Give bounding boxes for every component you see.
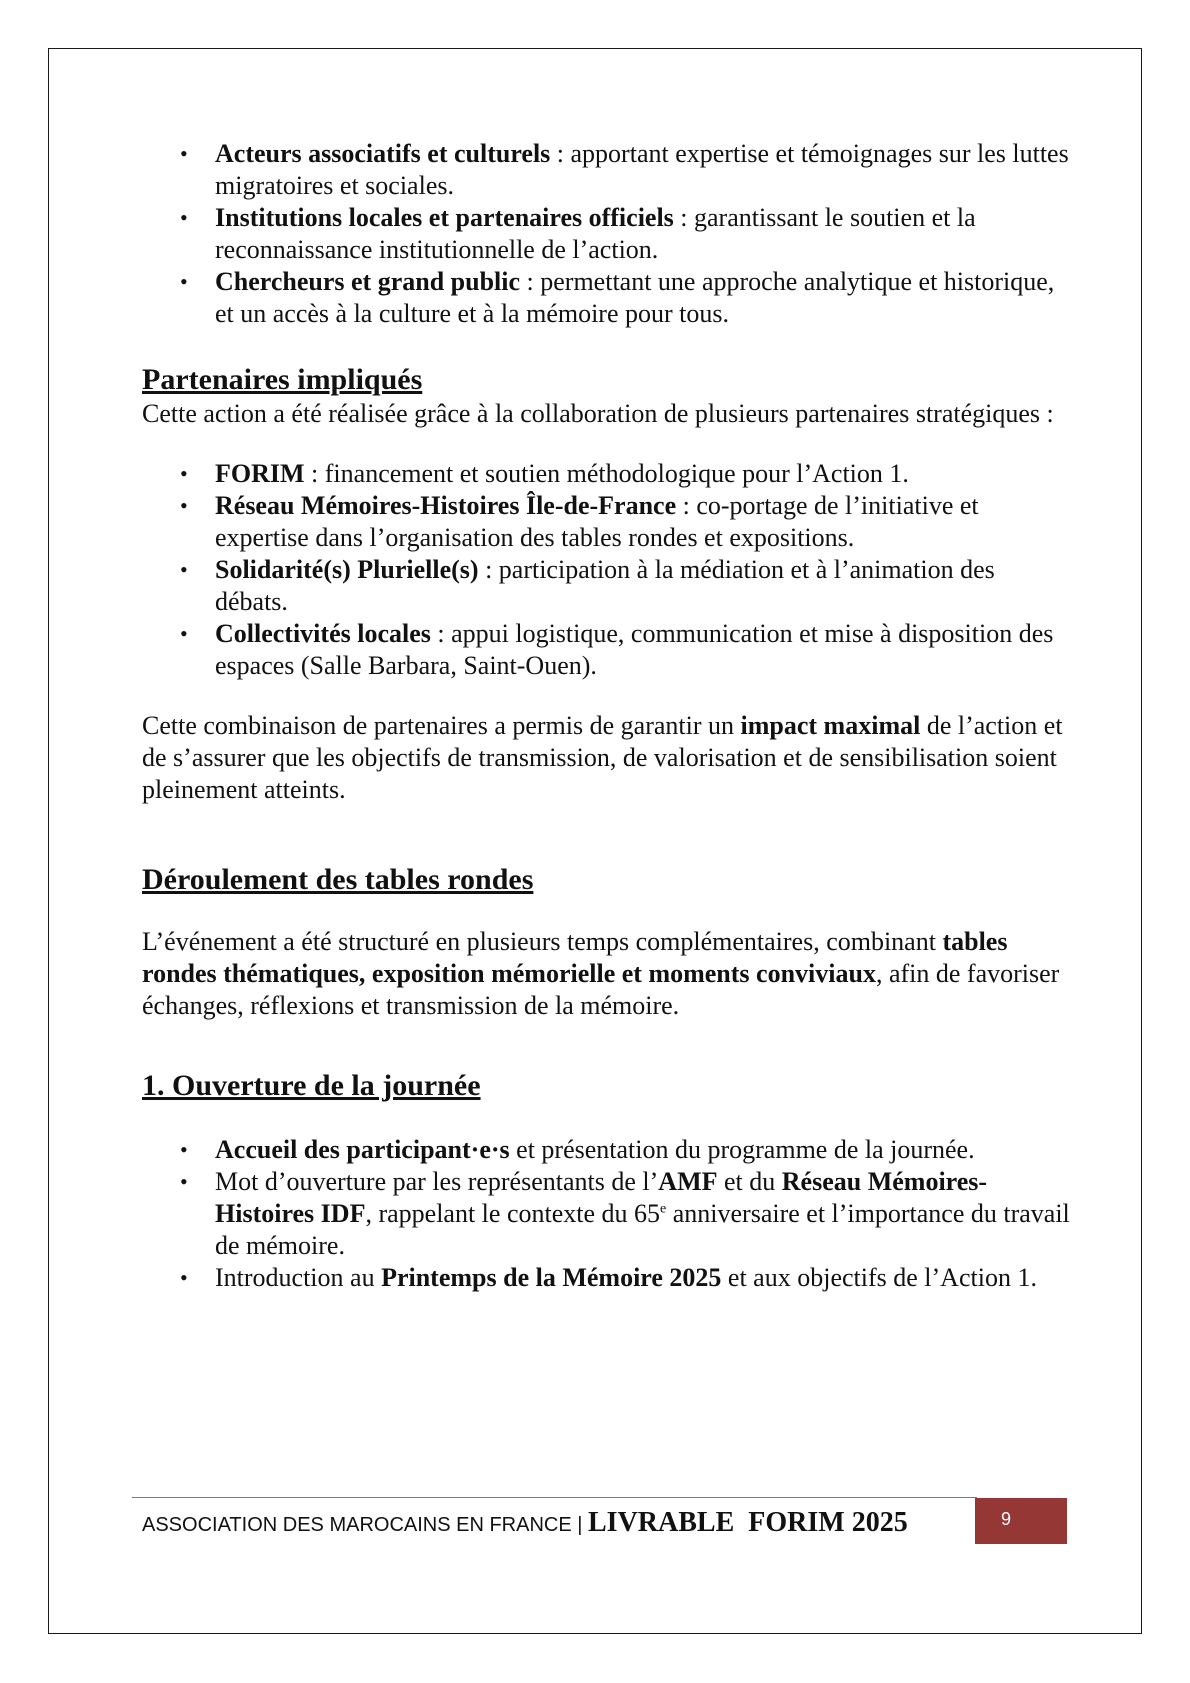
list-item <box>142 458 1072 490</box>
list-item: • Introduction au Printemps de la Mémoire 2025 et aux objectifs de l’Action 1. <box>142 1262 1072 1294</box>
list-item-text: : co-portage de l’initiative et expertise dans l’organisation des tables rondes et expositions. <box>215 491 979 552</box>
list-item-text: : financement et soutien méthodologique pour l’Action 1. <box>304 459 909 488</box>
list-item: • Mot d’ouverture par les représentants de l’AMF et du Réseau Mémoires-Histoires IDF, rappelant le contexte du 65e anniversaire et l’importance du travail de mémoire. <box>142 1166 1072 1262</box>
list-item-title: Chercheurs et grand public <box>215 267 521 296</box>
list-item <box>142 202 1072 266</box>
partenaires-conclusion: Cette combinaison de partenaires a permis de garantir un impact maximal de l’action et de s’assurer que les objectifs de transmission, de valorisation et de sensibilisation soient pleinement atteints. <box>142 711 1063 804</box>
footer-org: ASSOCIATION DES MAROCAINS EN FRANCE <box>142 1514 572 1536</box>
footer-separator: | <box>571 1514 588 1536</box>
list-item-text: : participation à la médiation et à l’animation des débats. <box>215 555 995 616</box>
footer-livrable: LIVRABLE FORIM 2025 <box>588 1507 908 1538</box>
list-item <box>142 490 1072 554</box>
list-item-title: Acteurs associatifs et culturels <box>215 139 551 168</box>
list-item-title: FORIM <box>215 459 305 488</box>
list-item: • Accueil des participant·e·s et présentation du programme de la journée. <box>142 1134 1072 1166</box>
list-item-title: Réseau Mémoires-Histoires Île-de-France <box>215 491 677 520</box>
page-number: 9 <box>975 1498 1067 1544</box>
list-item-text: : permettant une approche analytique et historique, et un accès à la culture et à la mémoire pour tous. <box>215 267 1055 328</box>
list-item-title: Solidarité(s) Plurielle(s) <box>215 555 479 584</box>
list-item <box>142 138 1072 202</box>
heading-partenaires: Partenaires impliqués <box>142 363 423 396</box>
list-item-text: : appui logistique, communication et mise à disposition des espaces (Salle Barbara, Saint-Ouen). <box>215 619 1054 680</box>
emphasis: impact maximal <box>740 711 921 740</box>
list-item-text: : garantissant le soutien et la reconnaissance institutionnelle de l’action. <box>215 203 976 264</box>
list-item <box>142 618 1072 682</box>
list-item-title: Collectivités locales <box>215 619 431 648</box>
heading-ouverture: 1. Ouverture de la journée <box>142 1069 481 1102</box>
heading-deroulement: Déroulement des tables rondes <box>142 863 534 896</box>
page-content <box>142 138 1072 1294</box>
list-item <box>142 266 1072 330</box>
list-item-title: Institutions locales et partenaires officiels <box>215 203 674 232</box>
list-item-text: : apportant expertise et témoignages sur les luttes migratoires et sociales. <box>215 139 1069 200</box>
partners-list <box>142 458 1072 682</box>
ouverture-list <box>142 1134 1072 1294</box>
audience-list <box>142 138 1072 330</box>
emphasis: tables rondes thématiques, exposition mémorielle et moments conviviaux <box>142 927 1008 988</box>
list-item <box>142 554 1072 618</box>
footer-divider <box>132 1497 977 1498</box>
deroulement-paragraph: L’événement a été structuré en plusieurs temps complémentaires, combinant tables rondes thématiques, exposition mémorielle et moments conviviaux, afin de favoriser échanges, réflexions et transmission de la mémoire. <box>142 927 1060 1020</box>
footer <box>142 1508 908 1540</box>
list-item-title: Accueil des participant·e·s <box>215 1135 510 1164</box>
partenaires-intro: Cette action a été réalisée grâce à la collaboration de plusieurs partenaires stratégiques : <box>142 399 1054 428</box>
